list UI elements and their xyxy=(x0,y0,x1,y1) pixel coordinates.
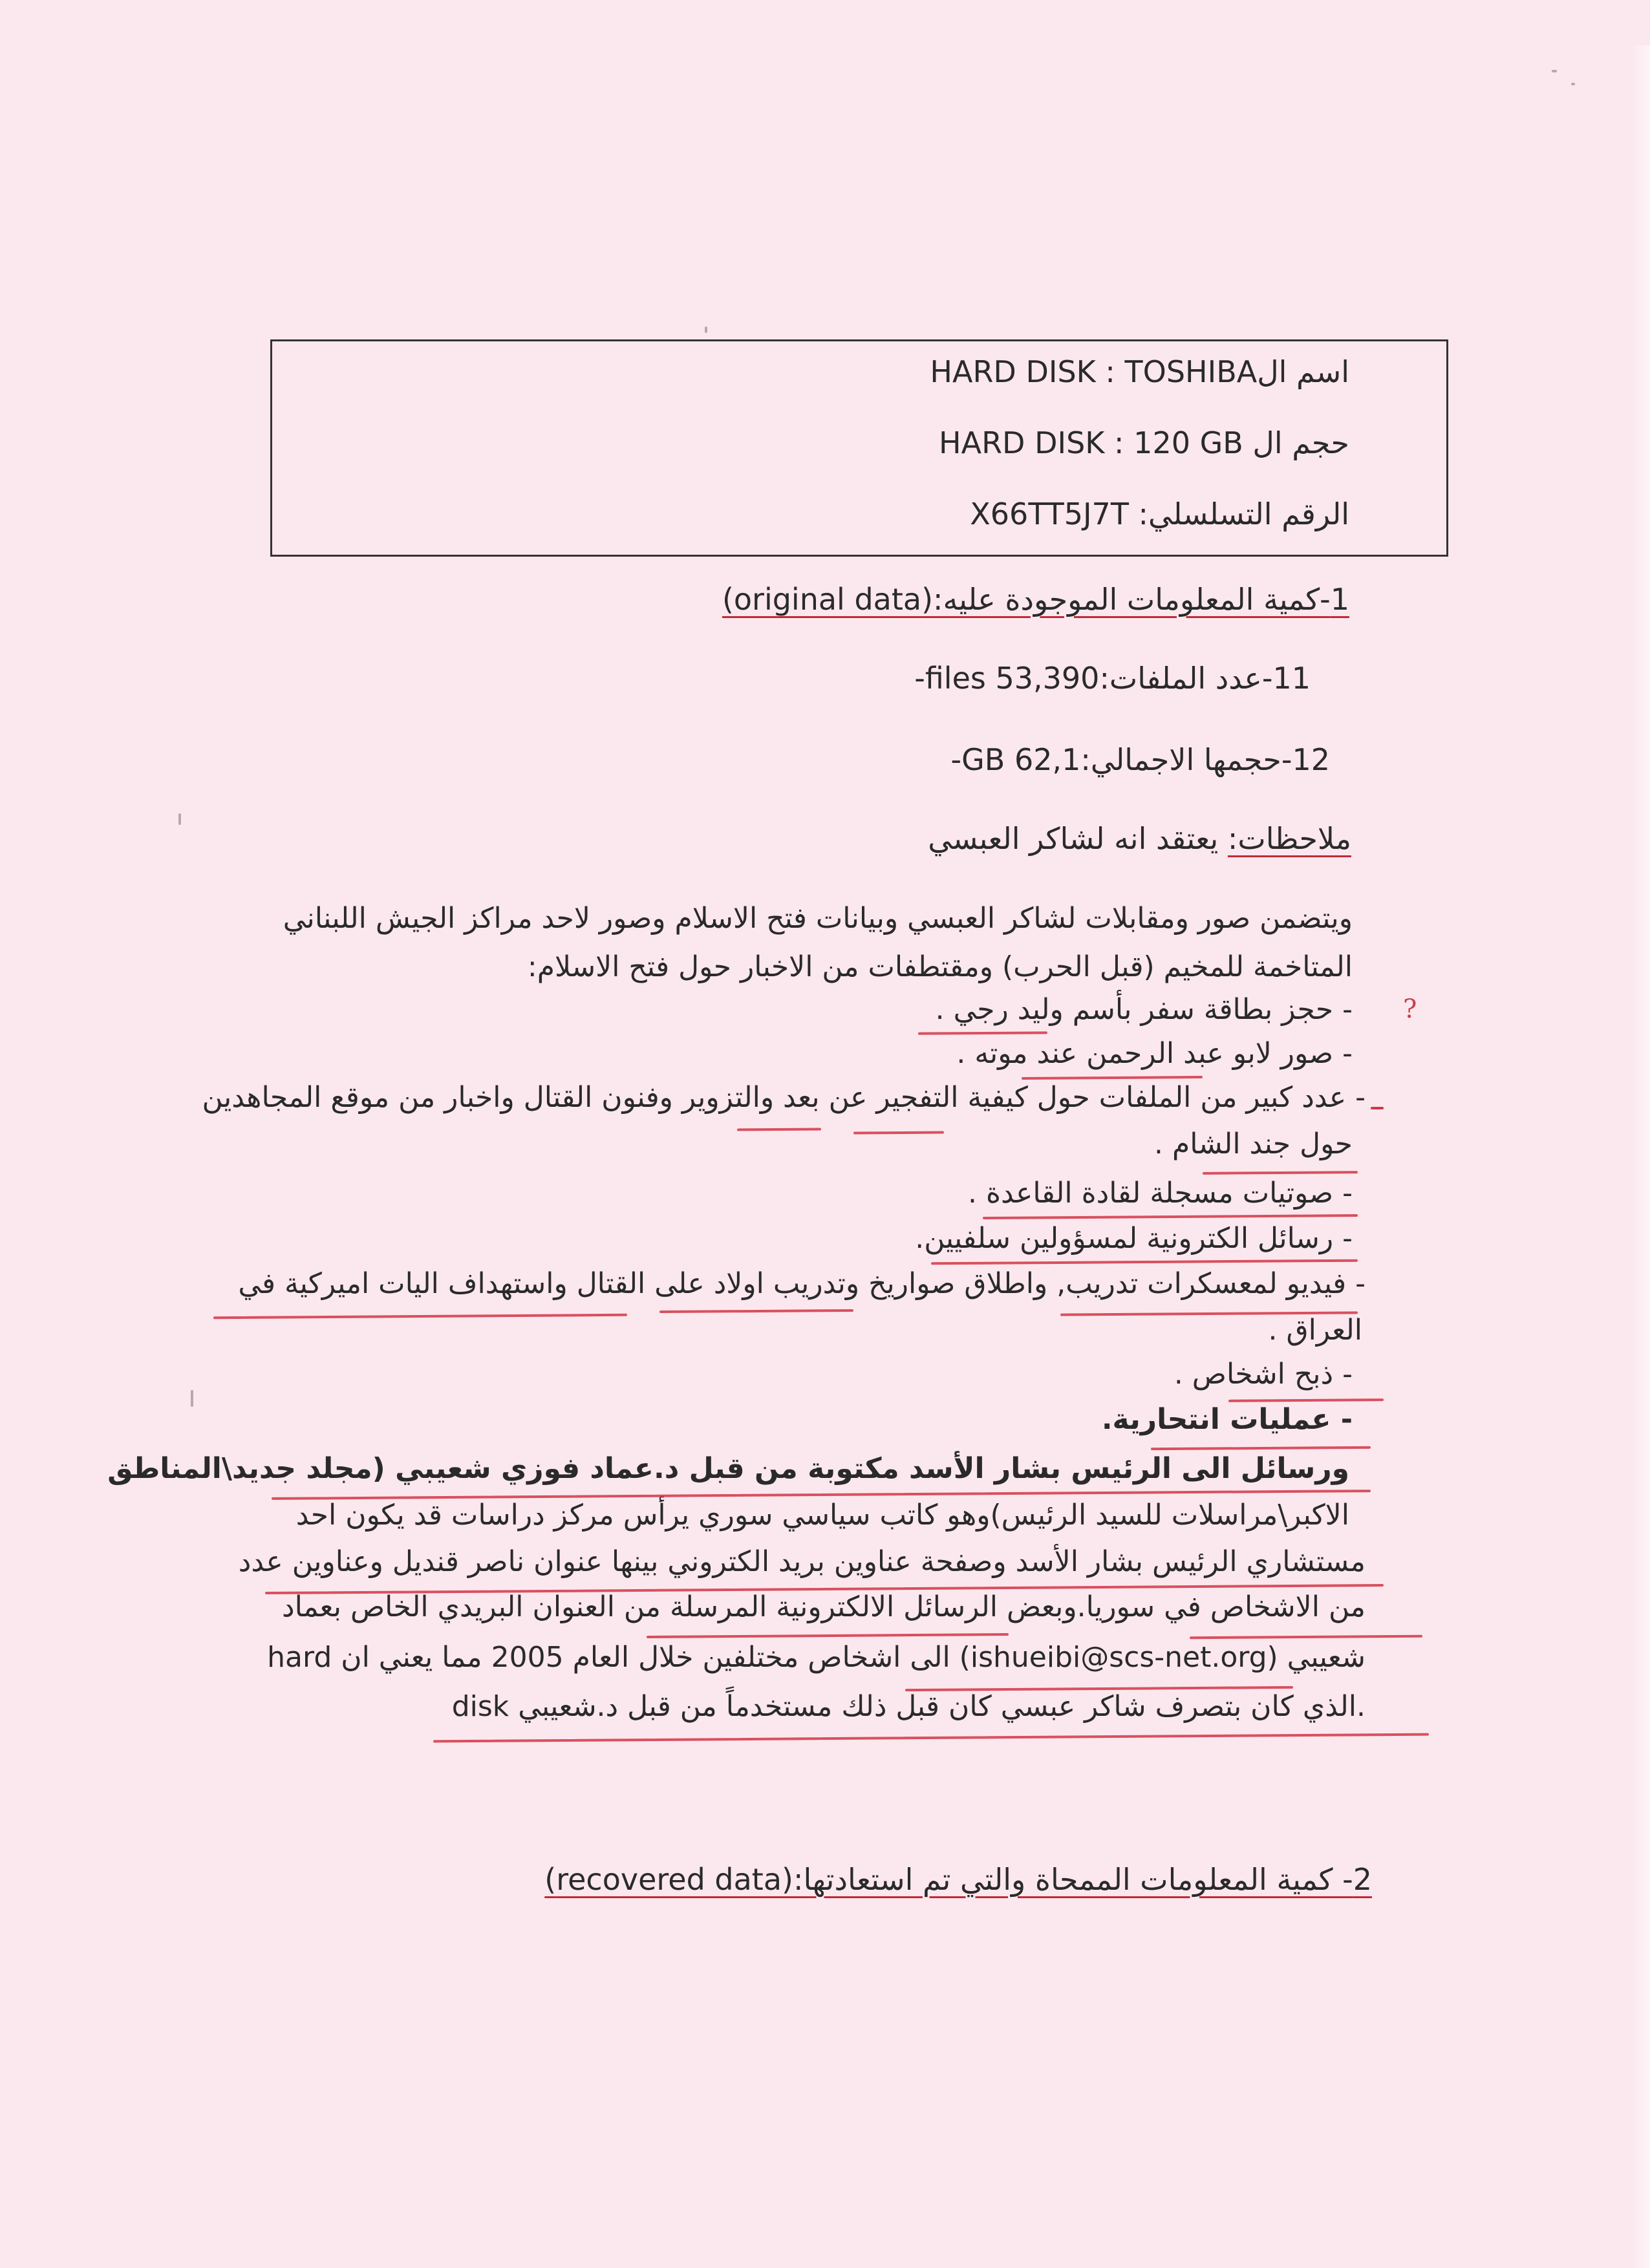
list-item: - رسائل الكترونية لمسؤولين سلفيين. xyxy=(915,1222,1353,1255)
body-line: الاكبر\مراسلات للسيد الرئيس)وهو كاتب سياسي سوري يرأس مركز دراسات قد يكون احد xyxy=(295,1499,1349,1532)
body-line: حول جند الشام . xyxy=(1154,1128,1353,1161)
section1-heading: 1-كمية المعلومات الموجودة عليه:(original data) xyxy=(722,582,1349,617)
total-size-line: 12-حجمها الاجمالي:62,1 GB- xyxy=(950,742,1330,777)
notes-line xyxy=(928,821,1351,857)
margin-pen-dash xyxy=(1371,1107,1384,1109)
pen-underline xyxy=(1203,1171,1358,1175)
list-item: - صوتيات مسجلة لقادة القاعدة . xyxy=(967,1177,1353,1210)
scan-speck xyxy=(1571,83,1575,85)
scan-page-edge xyxy=(1631,45,1650,2268)
pen-underline xyxy=(213,1314,627,1319)
pen-underline xyxy=(918,1031,1047,1034)
pen-underline xyxy=(1190,1635,1422,1640)
section2-heading: 2- كمية المعلومات الممحاة والتي تم استعادتها:(recovered data) xyxy=(544,1862,1372,1897)
list-item: - فيديو لمعسكرات تدريب, واطلاق صواريخ وتدريب اولاد على القتال واستهداف اليات اميركية في xyxy=(238,1267,1366,1300)
scan-speck xyxy=(705,326,707,333)
body-line: شعيبي (ishueibi@scs-net.org) الى اشخاص مختلفين خلال العام 2005 مما يعني ان hard xyxy=(267,1641,1366,1674)
scan-speck xyxy=(191,1390,193,1407)
serial-number-line: الرقم التسلسلي: X66TT5J7T xyxy=(970,497,1349,531)
scan-speck xyxy=(178,813,181,825)
pen-underline xyxy=(659,1309,853,1313)
body-line: من الاشخاص في سوريا.وبعض الرسائل الالكترونية المرسلة من العنوان البريدي الخاص بعماد xyxy=(282,1590,1366,1623)
notes-text: يعتقد انه لشاكر العبسي xyxy=(928,821,1219,856)
body-line: المتاخمة للمخيم (قبل الحرب) ومقتطفات من الاخبار حول فتح الاسلام: xyxy=(527,950,1353,983)
list-item: - ذبح اشخاص . xyxy=(1173,1358,1353,1391)
list-item: - عمليات انتحارية. xyxy=(1101,1403,1353,1436)
list-item: - عدد كبير من الملفات حول كيفية التفجير عن بعد والتزوير وفنون القتال واخبار من موقع المجاهدين xyxy=(202,1081,1366,1114)
body-line: ورسائل الى الرئيس بشار الأسد مكتوبة من قبل د.عماد فوزي شعيبي (مجلد جديد\المناطق xyxy=(107,1452,1349,1485)
margin-question-mark: ? xyxy=(1403,994,1417,1024)
pen-underline xyxy=(1151,1446,1371,1450)
hard-disk-info-box xyxy=(270,339,1448,557)
pen-underline xyxy=(433,1733,1429,1743)
body-line: ويتضمن صور ومقابلات لشاكر العبسي وبيانات فتح الاسلام وصور لاحد مراكز الجيش اللبناني xyxy=(283,902,1353,935)
body-line: disk الذي كان بتصرف شاكر عبسي كان قبل ذلك مستخدماً من قبل د.شعيبي. xyxy=(451,1690,1366,1723)
notes-label: ملاحظات: xyxy=(1227,821,1351,856)
body-line: مستشاري الرئيس بشار الأسد وصفحة عناوين بريد الكتروني بينها عنوان ناصر قنديل وعناوين عدد xyxy=(238,1545,1366,1578)
pen-underline xyxy=(647,1633,1009,1638)
disk-size-line: حجم ال HARD DISK : 120 GB xyxy=(939,425,1349,460)
list-item: - صور لابو عبد الرحمن عند موته . xyxy=(956,1037,1353,1070)
files-count-line: 11-عدد الملفات:53,390 files- xyxy=(914,661,1311,696)
disk-name-line: اسم الHARD DISK : TOSHIBA xyxy=(930,354,1349,389)
pen-underline xyxy=(983,1214,1358,1219)
scan-speck xyxy=(1552,70,1557,72)
pen-underline xyxy=(853,1131,944,1135)
pen-underline xyxy=(737,1128,821,1131)
pen-underline xyxy=(1228,1398,1384,1402)
pen-underline xyxy=(1022,1076,1203,1080)
list-item: - حجز بطاقة سفر بأسم وليد رجي . xyxy=(935,993,1353,1026)
pen-underline xyxy=(931,1259,1358,1265)
body-line: العراق . xyxy=(1268,1314,1362,1347)
